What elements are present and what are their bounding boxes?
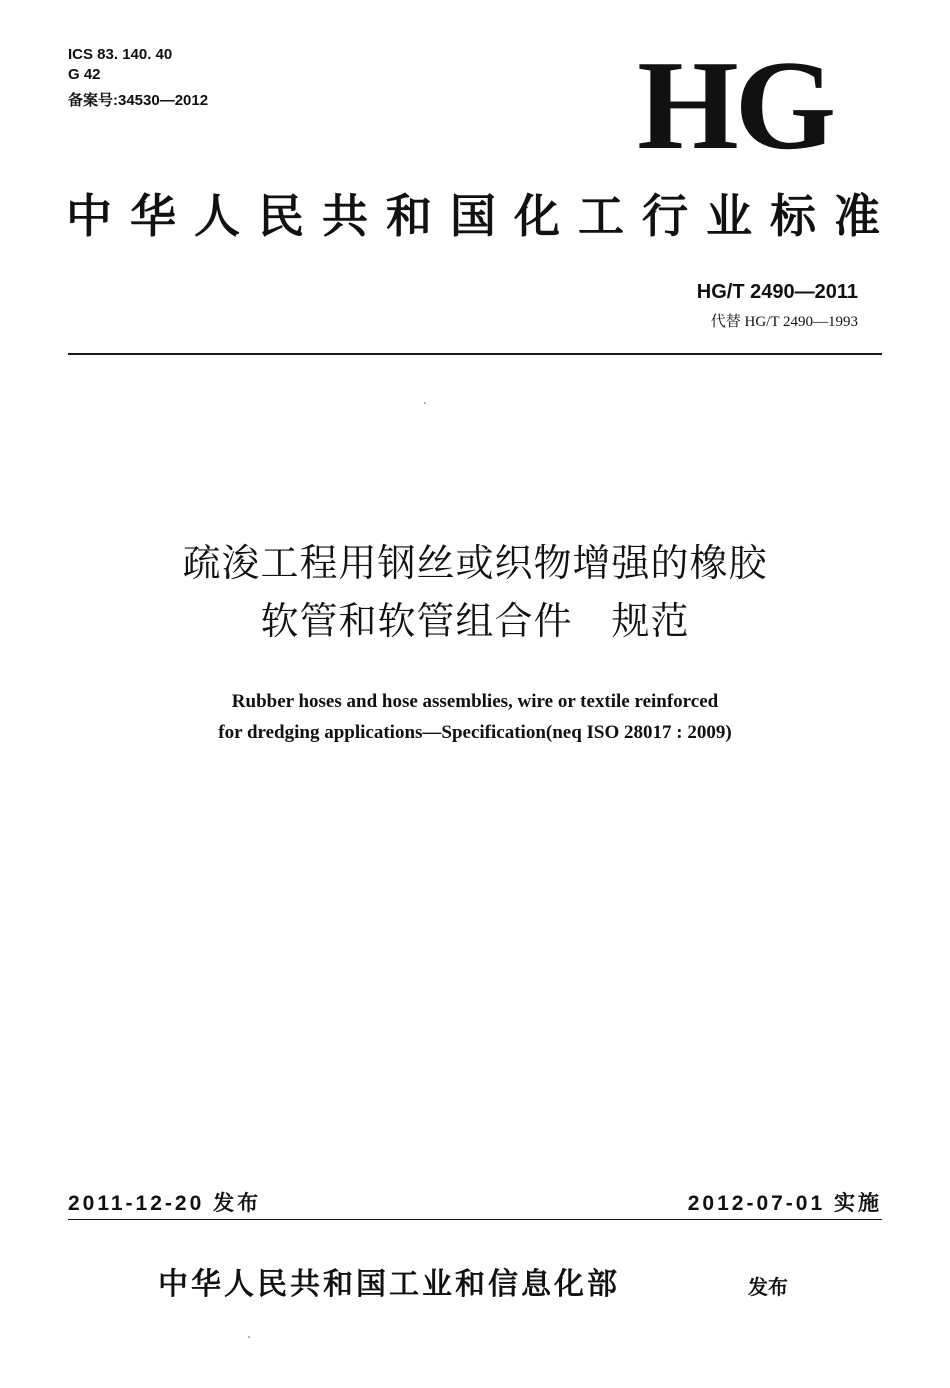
implementation-date: 2012-07-01 实施 (687, 1192, 882, 1215)
bottom-divider (68, 1219, 882, 1220)
scan-speck (424, 402, 426, 404)
hg-logo: HG (637, 34, 832, 176)
english-title-line-2: for dredging applications—Specification(neq ISO 28017 : 2009) (218, 722, 732, 743)
standard-number: HG/T 2490—2011 (696, 281, 858, 303)
standard-category-title: 中华人民共和国化工行业标准 (66, 189, 882, 243)
classification-code: G 42 (68, 66, 101, 83)
issue-date: 2011-12-20 发布 (68, 1192, 262, 1215)
chinese-title-line-1: 疏浚工程用钢丝或织物增强的橡胶 (182, 541, 768, 585)
replaces-standard: 代替 HG/T 2490—1993 (710, 314, 858, 330)
scan-speck (248, 1336, 250, 1338)
top-divider (68, 353, 882, 355)
english-title-line-1: Rubber hoses and hose assemblies, wire or textile reinforced (231, 691, 719, 712)
issuing-authority: 中华人民共和国工业和信息化部 (158, 1267, 620, 1302)
issuer-suffix: 发布 (748, 1275, 788, 1299)
ics-code: ICS 83. 140. 40 (68, 46, 173, 63)
record-number: 备案号:34530—2012 (68, 92, 209, 109)
chinese-title-line-2: 软管和软管组合件 规范 (260, 599, 690, 643)
